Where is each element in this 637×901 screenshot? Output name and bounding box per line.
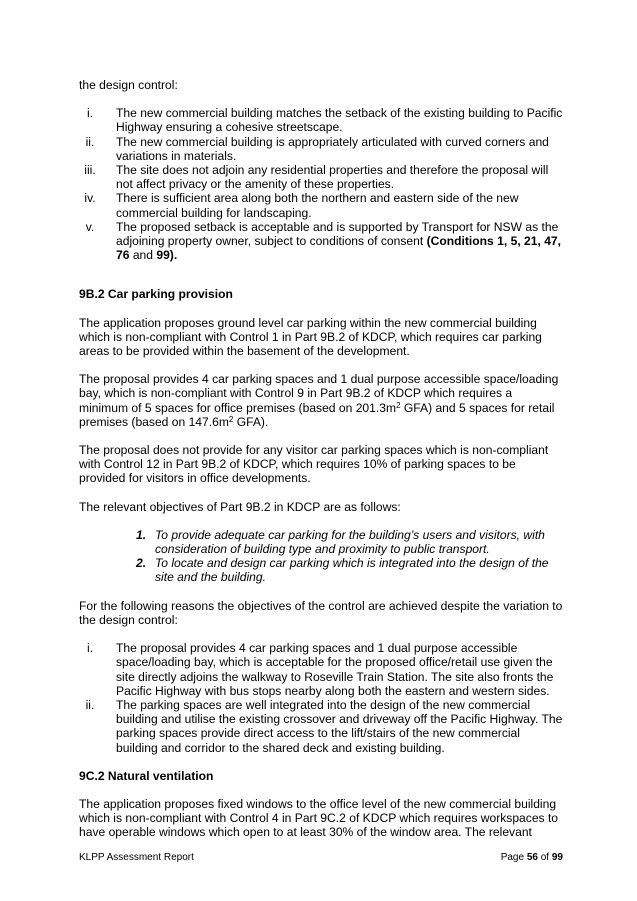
list-item [79, 135, 563, 163]
paragraph: The proposal does not provide for any visitor car parking spaces which is non-compliant with Control 12 in Part 9B.2 of KDCP, which requires 10% of parking spaces to be provided for visitors in office developments. [79, 443, 549, 486]
list-marker: i. [86, 641, 94, 656]
intro-line: the design control: [79, 78, 178, 92]
list-item-text: The proposal provides 4 car parking spaces and 1 dual purpose accessible space/loading bay, which is acceptable for the proposed office/retail use given the site directly adjoins the walkway to Roseville Train Station. The site also fronts the Pacific Highway with bus stops nearby along both the eastern and western sides. [116, 641, 554, 698]
page-number [501, 852, 563, 864]
list-marker: ii. [85, 697, 95, 712]
objective-text: To locate and design car parking which is integrated into the design of the site and the building. [155, 556, 549, 585]
list-marker: ii. [85, 134, 95, 149]
list-item [79, 641, 563, 698]
conditions-reference-end: 99). [156, 248, 178, 263]
paragraph-parking-spaces [79, 372, 563, 429]
paragraph-text: GFA). [233, 414, 269, 429]
page-footer [79, 852, 563, 864]
list-marker: iv. [84, 191, 96, 206]
list-marker: i. [86, 106, 94, 121]
list-item-text: The new commercial building is appropriately articulated with curved corners and variations in materials. [116, 134, 549, 163]
list-marker: iii. [84, 163, 96, 178]
paragraph: For the following reasons the objectives of the control are achieved despite the variation to the design control: [79, 598, 563, 627]
list-item-text: There is sufficient area along both the northern and eastern side of the new commercial building for landscaping. [116, 191, 519, 220]
list-item [79, 220, 563, 263]
list-item-text: The parking spaces are well integrated into the design of the new commercial building and utilise the existing crossover and driveway off the Pacific Highway. The parking spaces provide direct access to the lift/stairs of the new commercial building and corridor to the shared deck and existing building. [116, 697, 563, 755]
paragraph: The application proposes fixed windows to the office level of the new commercial building which is non-compliant with Control 4 in Part 9C.2 of KDCP which requires workspaces to have operable windows which open to at least 30% of the window area. The relevant [79, 796, 559, 840]
conditions-reference: (Conditions 1, 5, 21, 47, 76 [116, 234, 562, 263]
list-item-text: The proposed setback is acceptable and is supported by Transport for NSW as the adjoining property owner, subject to conditions of consent [116, 219, 559, 249]
objectives-list [79, 528, 563, 585]
objective-number: 1. [136, 527, 147, 542]
list-item [79, 163, 563, 191]
objectives-reasons-list [79, 641, 563, 755]
page-of-label: of [537, 852, 552, 863]
paragraph: The application proposes ground level car parking within the new commercial building which is non-compliant with Control 1 in Part 9B.2 of KDCP, which requires car parking areas to be provided within the basement of the development. [79, 315, 542, 359]
conditions-conjunction: and [129, 248, 157, 263]
superscript: 2 [228, 414, 234, 424]
list-item [79, 698, 563, 755]
list-item-text: The site does not adjoin any residential properties and therefore the proposal will not affect privacy or the amenity of these properties. [116, 163, 549, 192]
objective-number: 2. [136, 556, 147, 571]
total-pages: 99 [551, 852, 563, 863]
objective-item [136, 528, 563, 556]
list-item-text: The new commercial building matches the setback of the existing building to Pacific Highway ensuring a cohesive streetscape. [116, 106, 563, 135]
list-item [79, 191, 563, 219]
current-page: 56 [526, 852, 538, 863]
objective-item [136, 556, 563, 584]
section-heading-9b2: 9B.2 Car parking provision [79, 287, 233, 302]
document-body [79, 78, 563, 840]
paragraph: The relevant objectives of Part 9B.2 in KDCP are as follows: [79, 499, 401, 514]
list-item [79, 106, 563, 134]
footer-report-title: KLPP Assessment Report [79, 852, 194, 863]
paragraph-text: The proposal provides 4 car parking spaces and 1 dual purpose accessible space/loading bay, which is non-compliant with Control 9 in Part 9B.2 of KDCP which requires a minimum of 5 spaces for office premises (based on 201.3m [79, 372, 559, 415]
objective-text: To provide adequate car parking for the building’s users and visitors, with consideration of building type and proximity to public transport. [155, 527, 545, 557]
setback-reasons-list [79, 106, 563, 262]
page-label: Page [500, 852, 527, 863]
paragraph-text: GFA) and 5 spaces for retail premises (based on 147.6m [79, 400, 555, 429]
superscript: 2 [396, 400, 401, 410]
section-heading-9c2: 9C.2 Natural ventilation [79, 768, 214, 783]
list-marker: v. [85, 219, 95, 234]
